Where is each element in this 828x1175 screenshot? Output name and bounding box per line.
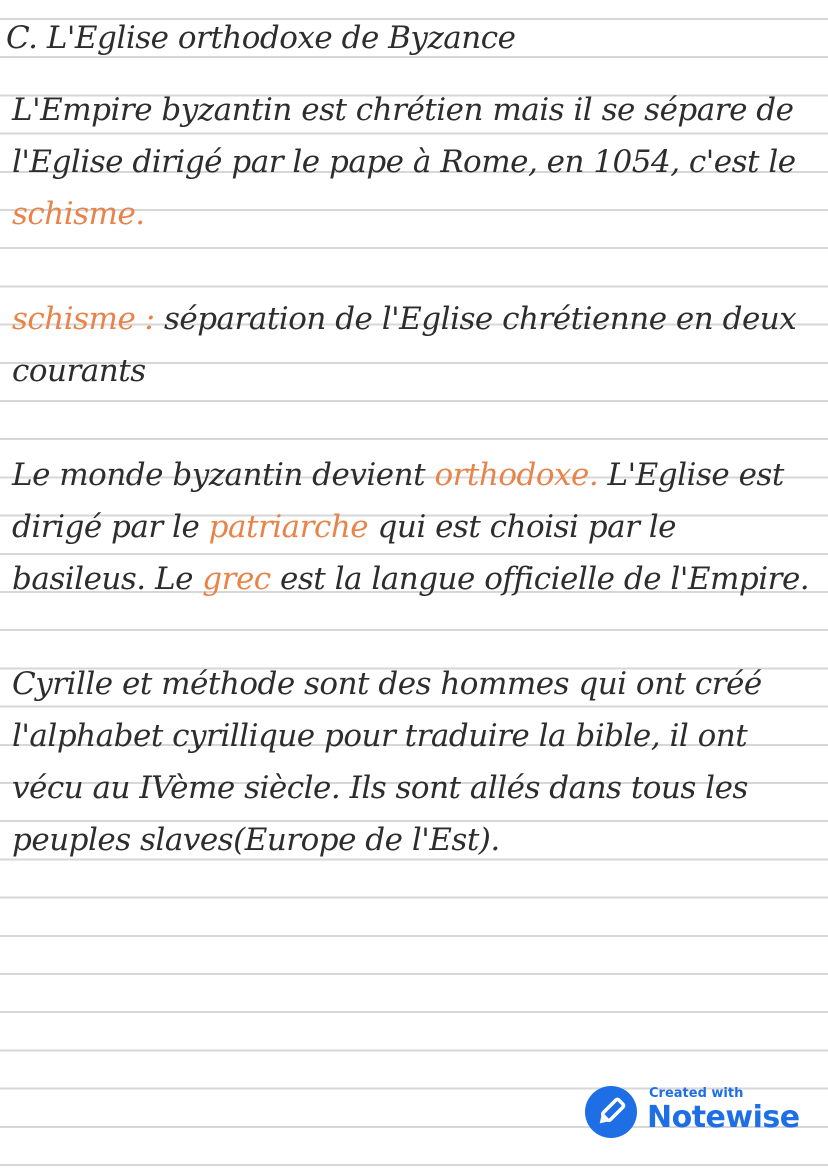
paragraph-2-line-1 <box>12 451 812 499</box>
text-run: qui est choisi par le <box>368 509 676 545</box>
text-run: L'Eglise est <box>598 457 784 493</box>
paragraph-2-line-3 <box>12 555 812 603</box>
highlighted-term: schisme. <box>12 196 145 232</box>
paragraph-2-line-2 <box>12 503 812 551</box>
text-run: vécu au IVème siècle. Ils sont allés dans tous les <box>12 770 748 806</box>
text-run: l'Eglise dirigé par le pape à Rome, en 1054, c'est le <box>12 144 796 180</box>
paragraph-3-line-1 <box>12 660 812 708</box>
text-run: l'alphabet cyrillique pour traduire la bible, il ont <box>12 718 748 754</box>
paragraph-3-line-2 <box>12 712 812 760</box>
pencil-icon <box>585 1086 637 1138</box>
text-run: Cyrille et méthode sont des hommes qui ont créé <box>12 666 762 702</box>
definition-text: séparation de l'Eglise chrétienne en deux <box>154 301 797 337</box>
text-run: peuples slaves(Europe de l'Est). <box>12 822 500 858</box>
highlighted-term: orthodoxe. <box>434 457 599 493</box>
badge-caption: Created with <box>649 1086 744 1101</box>
highlighted-term: patriarche <box>208 509 369 545</box>
text-run: dirigé par le <box>12 509 209 545</box>
badge-brand-name: Notewise <box>647 1100 800 1135</box>
text-run: L'Empire byzantin est chrétien mais il se sépare de <box>12 92 794 128</box>
definition-text: courants <box>12 353 146 389</box>
paragraph-3-line-3 <box>12 764 812 812</box>
paragraph-1-line-1 <box>12 86 812 134</box>
definition-line-1 <box>12 295 812 343</box>
paragraph-3-line-4 <box>12 816 812 864</box>
text-run: est la langue officielle de l'Empire. <box>270 561 810 597</box>
text-run: basileus. Le <box>12 561 203 597</box>
highlighted-term: grec <box>202 561 271 597</box>
page-title <box>6 14 806 62</box>
paragraph-1-line-3 <box>12 190 812 238</box>
text-run: Le monde byzantin devient <box>12 457 435 493</box>
notewise-badge <box>585 1084 805 1140</box>
paragraph-1-line-2 <box>12 138 812 186</box>
heading-text: C. L'Eglise orthodoxe de Byzance <box>6 20 516 56</box>
definition-line-2 <box>12 347 812 395</box>
definition-term: schisme : <box>12 301 155 337</box>
